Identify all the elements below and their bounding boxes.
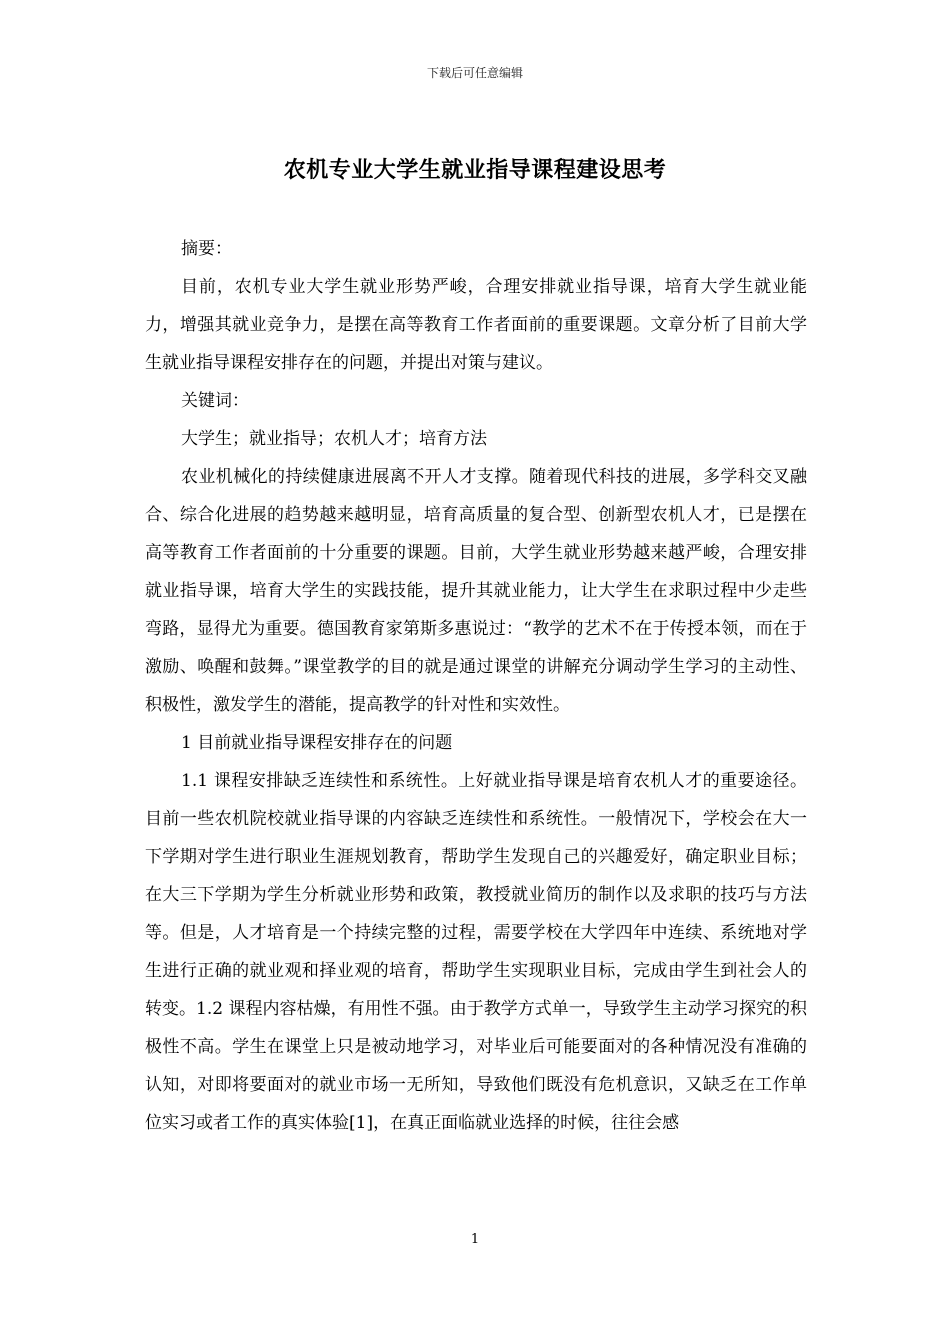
header-note: 下载后可任意编辑 xyxy=(426,66,523,80)
intro-paragraph: 农业机械化的持续健康进展离不开人才支撑。随着现代科技的进展，多学科交叉融合、综合化进展的趋势越来越明显，培育高质量的复合型、创新型农机人才，已是摆在高等教育工作者面前的十分重要的课题。目前，大学生就业形势越来越严峻，合理安排就业指导课，培育大学生的实践技能，提升其就业能力，让大学生在求职过程中少走些弯路，显得尤为重要。德国教育家第斯多惠说过：“教学的艺术不在于传授本领，而在于激励、唤醒和鼓舞。”课堂教学的目的就是通过课堂的讲解充分调动学生学习的主动性、积极性，激发学生的潜能，提高教学的针对性和实效性。 xyxy=(145,467,807,715)
keywords-label: 关键词： xyxy=(181,391,249,411)
abstract-label: 摘要： xyxy=(181,239,232,259)
document-body xyxy=(145,230,807,1142)
document-title: 农机专业大学生就业指导课程建设思考 xyxy=(283,157,667,183)
abstract-text: 目前，农机专业大学生就业形势严峻，合理安排就业指导课，培育大学生就业能力，增强其就业竞争力，是摆在高等教育工作者面前的重要课题。文章分析了目前大学生就业指导课程安排存在的问题，并提出对策与建议。 xyxy=(145,277,807,373)
page-number: 1 xyxy=(470,1232,480,1247)
keywords-text: 大学生；就业指导；农机人才；培育方法 xyxy=(181,429,487,449)
section-paragraph: 1.1 课程安排缺乏连续性和系统性。上好就业指导课是培育农机人才的重要途径。目前一些农机院校就业指导课的内容缺乏连续性和系统性。一般情况下，学校会在大一下学期对学生进行职业生涯规划教育，帮助学生发现自己的兴趣爱好，确定职业目标；在大三下学期为学生分析就业形势和政策，教授就业简历的制作以及求职的技巧与方法等。但是，人才培育是一个持续完整的过程，需要学校在大学四年中连续、系统地对学生进行正确的就业观和择业观的培育，帮助学生实现职业目标，完成由学生到社会人的转变。1.2 课程内容枯燥，有用性不强。由于教学方式单一，导致学生主动学习探究的积极性不高。学生在课堂上只是被动地学习，对毕业后可能要面对的各种情况没有准确的认知，对即将要面对的就业市场一无所知，导致他们既没有危机意识，又缺乏在工作单位实习或者工作的真实体验[1]，在真正面临就业选择的时候，往往会感 xyxy=(145,771,807,1133)
section-heading: 1 目前就业指导课程安排存在的问题 xyxy=(181,733,453,753)
